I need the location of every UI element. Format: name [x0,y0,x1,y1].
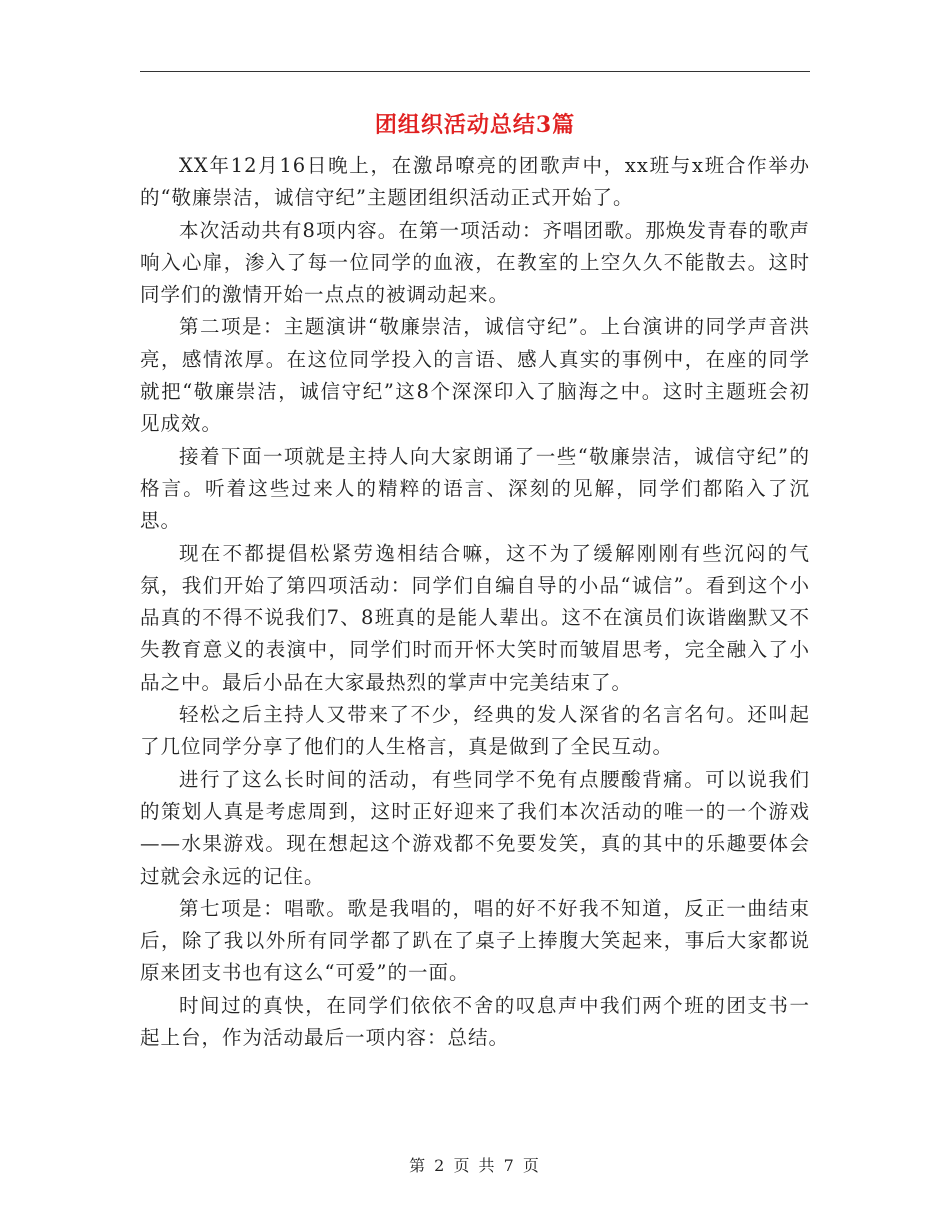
paragraph-2: 本次活动共有8项内容。在第一项活动：齐唱团歌。那焕发青春的歌声响入心扉，渗入了每一位同学的血液，在教室的上空久久不能散去。这时同学们的激情开始一点点的被调动起来。 [140,218,810,307]
paragraph-6: 轻松之后主持人又带来了不少，经典的发人深省的名言名句。还叫起了几位同学分享了他们的人生格言，真是做到了全民互动。 [140,703,810,759]
paragraph-3: 第二项是：主题演讲“敬廉崇洁，诚信守纪”。上台演讲的同学声音洪亮，感情浓厚。在这位同学投入的言语、感人真实的事例中，在座的同学就把“敬廉崇洁，诚信守纪”这8个深深印入了脑海之中。这时主题班会初见成效。 [140,315,810,436]
paragraph-8: 第七项是：唱歌。歌是我唱的，唱的好不好我不知道，反正一曲结束后，除了我以外所有同学都了趴在了桌子上捧腹大笑起来，事后大家都说原来团支书也有这么“可爱”的一面。 [140,896,810,985]
document-title: 团组织活动总结3篇 [374,112,576,138]
paragraph-7: 进行了这么长时间的活动，有些同学不免有点腰酸背痛。可以说我们的策划人真是考虑周到，这时正好迎来了我们本次活动的唯一的一个游戏——水果游戏。现在想起这个游戏都不免要发笑，真的其中的乐趣要体会过就会永远的记住。 [140,767,810,888]
header-rule [140,71,810,72]
paragraph-1: XX年12月16日晚上，在激昂嘹亮的团歌声中，xx班与x班合作举办的“敬廉崇洁，诚信守纪”主题团组织活动正式开始了。 [140,154,810,210]
paragraph-4: 接着下面一项就是主持人向大家朗诵了一些“敬廉崇洁，诚信守纪”的格言。听着这些过来人的精粹的语言、深刻的见解，同学们都陷入了沉思。 [140,444,810,533]
paragraph-5: 现在不都提倡松紧劳逸相结合嘛，这不为了缓解刚刚有些沉闷的气氛，我们开始了第四项活动：同学们自编自导的小品“诚信”。看到这个小品真的不得不说我们7、8班真的是能人辈出。这不在演员们诙谐幽默又不失教育意义的表演中，同学们时而开怀大笑时而皱眉思考，完全融入了小品之中。最后小品在大家最热烈的掌声中完美结束了。 [140,541,810,694]
page-footer: 第 2 页 共 7 页 [409,1156,541,1175]
document-body [140,150,810,1054]
paragraph-9: 时间过的真快，在同学们依依不舍的叹息声中我们两个班的团支书一起上台，作为活动最后一项内容：总结。 [140,993,810,1050]
